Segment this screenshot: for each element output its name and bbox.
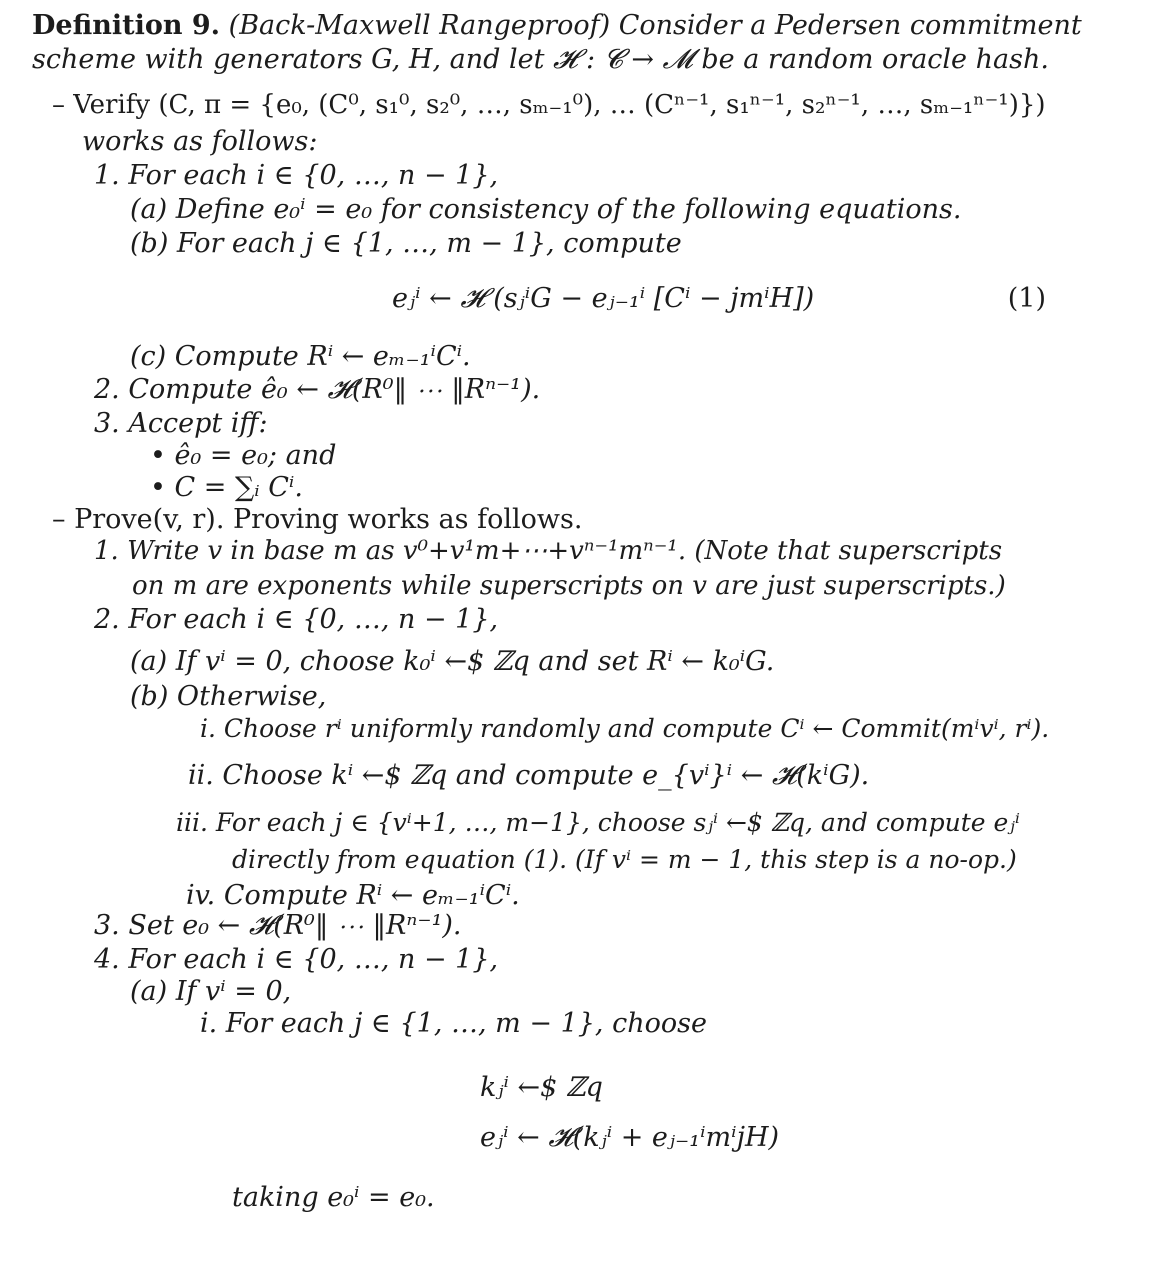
prove-step-2b-i: i. Choose rⁱ uniformly randomly and compute Cⁱ ← Commit(mⁱvⁱ, rⁱ).: [200, 714, 1050, 743]
definition-intro-1: (Back-Maxwell Rangeproof) Consider a Pedersen commitment: [228, 10, 1082, 41]
prove-step-4a-i: i. For each j ∈ {1, …, m − 1}, choose: [200, 1008, 707, 1039]
equation-1: eⱼⁱ ← 𝓗 (sⱼⁱG − eⱼ₋₁ⁱ [Cⁱ − jmⁱH]): [392, 283, 815, 314]
verify-bullet-1: • ê₀ = e₀; and: [150, 440, 337, 471]
verify-step-1: 1. For each i ∈ {0, …, n − 1},: [94, 160, 499, 191]
prove-step-2b-iii-line-2: directly from equation (1). (If vⁱ = m − 1, this step is a no-op.): [232, 845, 1017, 874]
verify-step-1c: (c) Compute Rⁱ ← eₘ₋₁ⁱCⁱ.: [130, 341, 471, 372]
prove-step-3: 3. Set e₀ ← 𝓗(R⁰‖ ⋯ ‖Rⁿ⁻¹).: [94, 910, 462, 941]
display-equation-1: kⱼⁱ ←$ ℤq: [480, 1072, 603, 1103]
verify-step-2: 2. Compute ê₀ ← 𝓗(R⁰‖ ⋯ ‖Rⁿ⁻¹).: [94, 374, 541, 405]
definition-label: Definition 9.: [32, 10, 221, 41]
taking-line: taking e₀ⁱ = e₀.: [232, 1182, 435, 1213]
prove-step-4: 4. For each i ∈ {0, …, n − 1},: [94, 944, 499, 975]
verify-step-1b: (b) For each j ∈ {1, …, m − 1}, compute: [130, 228, 682, 259]
prove-heading: – Prove(v, r). Proving works as follows.: [52, 504, 583, 535]
prove-step-2: 2. For each i ∈ {0, …, n − 1},: [94, 604, 499, 635]
definition-line-2: scheme with generators G, H, and let 𝓗 : 𝓒 → 𝓜 be a random oracle hash.: [32, 44, 1049, 75]
verify-step-3: 3. Accept iff:: [94, 408, 268, 439]
verify-works: works as follows:: [82, 126, 318, 157]
equation-number: (1): [1007, 283, 1046, 314]
prove-step-2b-iii-line-1: iii. For each j ∈ {vⁱ+1, …, m−1}, choose sⱼⁱ ←$ ℤq, and compute eⱼⁱ: [176, 808, 1020, 837]
definition-line-1: [32, 12, 1082, 39]
prove-step-2b-ii: ii. Choose kⁱ ←$ ℤq and compute e_{vⁱ}ⁱ ← 𝓗(kⁱG).: [188, 760, 870, 791]
verify-bullet-2: • C = ∑ᵢ Cⁱ.: [150, 472, 303, 503]
prove-step-2b-iv: iv. Compute Rⁱ ← eₘ₋₁ⁱCⁱ.: [186, 880, 520, 911]
prove-step-4a: (a) If vⁱ = 0,: [130, 976, 292, 1007]
verify-step-1a: (a) Define e₀ⁱ = e₀ for consistency of the following equations.: [130, 194, 962, 225]
display-equation-2: eⱼⁱ ← 𝓗(kⱼⁱ + eⱼ₋₁ⁱmⁱjH): [480, 1122, 780, 1153]
prove-step-2b: (b) Otherwise,: [130, 681, 327, 712]
verify-heading: – Verify (C, π = {e₀, (C⁰, s₁⁰, s₂⁰, …, sₘ₋₁⁰), … (Cⁿ⁻¹, s₁ⁿ⁻¹, s₂ⁿ⁻¹, …, sₘ₋₁ⁿ⁻¹)}): [52, 90, 1046, 120]
prove-step-1-line-2: on m are exponents while superscripts on v are just superscripts.): [132, 571, 1006, 601]
prove-step-1-line-1: 1. Write v in base m as v⁰+v¹m+⋯+vⁿ⁻¹mⁿ⁻¹. (Note that superscripts: [94, 536, 1003, 566]
prove-step-2a: (a) If vⁱ = 0, choose k₀ⁱ ←$ ℤq and set Rⁱ ← k₀ⁱG.: [130, 646, 775, 677]
